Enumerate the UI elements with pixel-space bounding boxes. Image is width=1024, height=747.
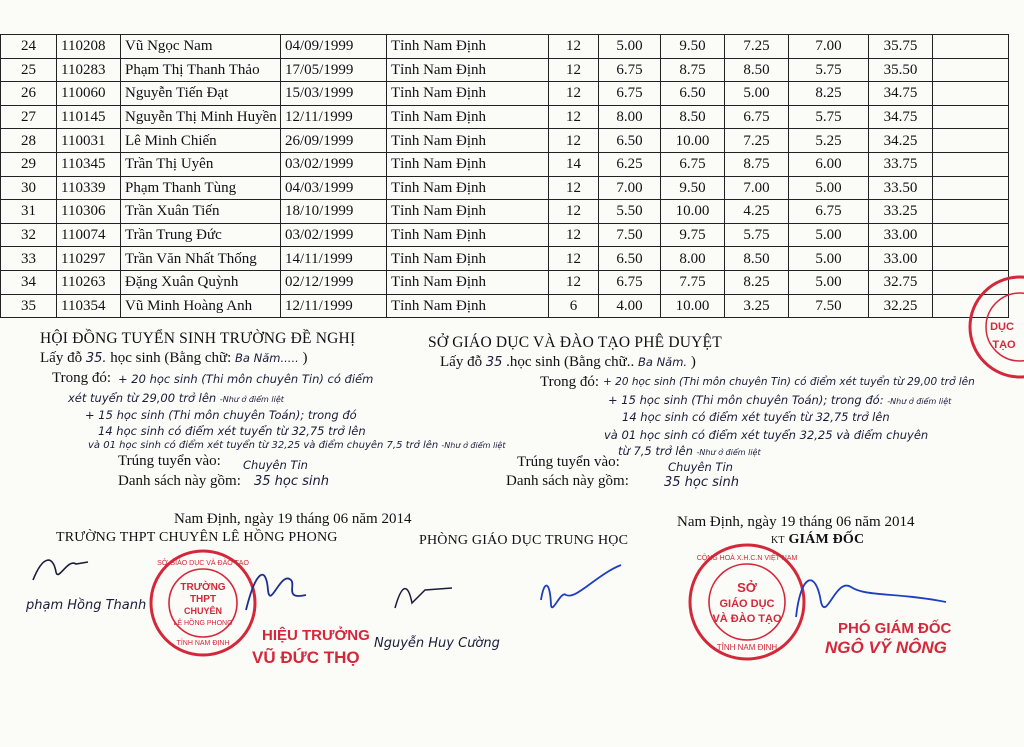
- left-hand-line-5-text: và 01 học sinh có điểm xét tuyển từ 32,25 và điểm chuyên 7,5 trở lên: [88, 440, 439, 451]
- cell-grade: 12: [549, 247, 599, 271]
- cell-birth-date: 12/11/1999: [281, 105, 387, 129]
- right-block-heading: SỞ GIÁO DỤC VÀ ĐÀO TẠO PHÊ DUYỆT: [428, 334, 722, 351]
- cell-candidate-id: 110345: [57, 152, 121, 176]
- cell-candidate-id: 110339: [57, 176, 121, 200]
- cell-score-3: 5.00: [725, 82, 789, 106]
- cell-birth-place: Tỉnh Nam Định: [387, 294, 549, 318]
- right-hand-line-2-text: + 15 học sinh (Thi môn chuyên Toán); trong đó:: [608, 393, 884, 407]
- cell-score-3: 8.50: [725, 58, 789, 82]
- cell-total-score: 32.75: [869, 270, 933, 294]
- svg-text:GIÁO DỤC: GIÁO DỤC: [719, 598, 775, 610]
- cell-score-3: 7.00: [725, 176, 789, 200]
- cell-grade: 12: [549, 270, 599, 294]
- cell-birth-date: 04/09/1999: [281, 35, 387, 59]
- cell-stt: 24: [1, 35, 57, 59]
- right-lay-do-mid: .học sinh (Bằng chữ..: [506, 354, 635, 370]
- left-trung-tuyen-value: Chuyên Tin: [243, 458, 308, 472]
- left-hand-line-5-note: -Như ở điểm liệt: [441, 441, 506, 450]
- cell-total-score: 35.50: [869, 58, 933, 82]
- deputy-title: PHÓ GIÁM ĐỐC: [838, 620, 952, 637]
- cell-note: [933, 176, 1009, 200]
- left-hand-line-2-text: xét tuyển từ 29,00 trở lên: [68, 391, 217, 405]
- left-block-heading: HỘI ĐỒNG TUYỂN SINH TRƯỜNG ĐỀ NGHỊ: [40, 330, 356, 347]
- cell-score-3: 3.25: [725, 294, 789, 318]
- table-row: [1, 82, 1009, 106]
- cell-score-2: 8.00: [661, 247, 725, 271]
- table-row: [1, 200, 1009, 224]
- cell-birth-place: Tỉnh Nam Định: [387, 223, 549, 247]
- cell-student-name: Vũ Ngọc Nam: [121, 35, 281, 59]
- cell-score-2: 9.50: [661, 35, 725, 59]
- cell-stt: 35: [1, 294, 57, 318]
- cell-score-1: 5.00: [599, 35, 661, 59]
- cell-score-1: 6.75: [599, 82, 661, 106]
- left-lay-do-prefix: Lấy đỗ: [40, 350, 83, 366]
- right-lay-do-prefix: Lấy đỗ: [440, 354, 483, 370]
- table-row: [1, 35, 1009, 59]
- left-lay-do-count: 35.: [85, 351, 107, 366]
- date-right: Nam Định, ngày 19 tháng 06 năm 2014: [677, 514, 915, 530]
- cell-total-score: 33.50: [869, 176, 933, 200]
- svg-text:TRƯỜNG: TRƯỜNG: [180, 582, 226, 593]
- director-title: GIÁM ĐỐC: [788, 532, 865, 547]
- cell-note: [933, 223, 1009, 247]
- cell-stt: 33: [1, 247, 57, 271]
- cell-birth-date: 04/03/1999: [281, 176, 387, 200]
- cell-birth-place: Tỉnh Nam Định: [387, 247, 549, 271]
- cell-score-2: 8.75: [661, 58, 725, 82]
- cell-score-3: 6.75: [725, 105, 789, 129]
- cell-student-name: Đặng Xuân Quỳnh: [121, 270, 281, 294]
- cell-birth-place: Tỉnh Nam Định: [387, 129, 549, 153]
- dept-signature-mark: [390, 578, 460, 618]
- table-row: [1, 129, 1009, 153]
- cell-grade: 12: [549, 176, 599, 200]
- cell-note: [933, 152, 1009, 176]
- cell-student-name: Nguyễn Tiến Đạt: [121, 82, 281, 106]
- dept-signer-handwritten: Nguyễn Huy Cường: [374, 636, 500, 651]
- cell-note: [933, 247, 1009, 271]
- cell-total-score: 33.00: [869, 223, 933, 247]
- deputy-name: NGÔ VỸ NÔNG: [825, 638, 947, 657]
- cell-total-score: 33.75: [869, 152, 933, 176]
- cell-score-4: 7.00: [789, 35, 869, 59]
- left-signature-mark: [28, 550, 98, 590]
- dept-blue-signature: [536, 560, 626, 620]
- school-title: TRƯỜNG THPT CHUYÊN LÊ HỒNG PHONG: [56, 530, 338, 545]
- cell-total-score: 33.00: [869, 247, 933, 271]
- cell-student-name: Trần Văn Nhất Thống: [121, 247, 281, 271]
- left-danh-sach-value: 35 học sinh: [254, 474, 330, 489]
- cell-note: [933, 35, 1009, 59]
- table-row: [1, 270, 1009, 294]
- cell-grade: 14: [549, 152, 599, 176]
- cell-score-2: 9.75: [661, 223, 725, 247]
- cell-birth-date: 03/02/1999: [281, 152, 387, 176]
- table-row: [1, 223, 1009, 247]
- right-hand-line-2: [608, 393, 951, 407]
- cell-birth-date: 26/09/1999: [281, 129, 387, 153]
- left-hand-line-5: [88, 440, 505, 451]
- principal-signature: [236, 560, 316, 620]
- left-lay-do-words: Ba Năm.....: [235, 351, 299, 365]
- results-table: [0, 34, 1009, 318]
- cell-score-3: 7.25: [725, 129, 789, 153]
- cell-score-4: 6.00: [789, 152, 869, 176]
- left-signer-handwritten: phạm Hồng Thanh: [26, 598, 147, 613]
- cell-score-3: 4.25: [725, 200, 789, 224]
- right-lay-do-line: [440, 354, 696, 371]
- cell-total-score: 34.75: [869, 82, 933, 106]
- cell-birth-date: 03/02/1999: [281, 223, 387, 247]
- right-hand-line-4: và 01 học sinh có điểm xét tuyển 32,25 và điểm chuyên: [604, 428, 929, 442]
- right-lay-do-words: Ba Năm.: [637, 355, 688, 369]
- cell-stt: 29: [1, 152, 57, 176]
- right-trung-tuyen-value: Chuyên Tin: [668, 460, 733, 474]
- cell-score-2: 9.50: [661, 176, 725, 200]
- left-hand-line-3: + 15 học sinh (Thi môn chuyên Toán); trong đó: [85, 408, 357, 422]
- cell-score-4: 6.75: [789, 200, 869, 224]
- cell-candidate-id: 110283: [57, 58, 121, 82]
- edge-stamp: [958, 272, 1024, 382]
- svg-text:SỞ: SỞ: [737, 580, 757, 595]
- cell-candidate-id: 110208: [57, 35, 121, 59]
- cell-total-score: 32.25: [869, 294, 933, 318]
- cell-score-3: 7.25: [725, 35, 789, 59]
- cell-birth-date: 15/03/1999: [281, 82, 387, 106]
- left-trung-tuyen-label: Trúng tuyển vào:: [118, 453, 221, 469]
- svg-text:TỈNH NAM ĐỊNH: TỈNH NAM ĐỊNH: [176, 640, 230, 647]
- cell-birth-date: 18/10/1999: [281, 200, 387, 224]
- cell-birth-place: Tỉnh Nam Định: [387, 152, 549, 176]
- cell-score-2: 10.00: [661, 200, 725, 224]
- cell-birth-place: Tỉnh Nam Định: [387, 35, 549, 59]
- cell-score-4: 8.25: [789, 82, 869, 106]
- left-lay-do-line: [40, 350, 308, 367]
- cell-score-1: 6.25: [599, 152, 661, 176]
- cell-student-name: Trần Thị Uyên: [121, 152, 281, 176]
- dept-title: PHÒNG GIÁO DỤC TRUNG HỌC: [419, 533, 629, 548]
- left-hand-line-2: [68, 391, 284, 405]
- cell-note: [933, 200, 1009, 224]
- cell-score-4: 5.75: [789, 58, 869, 82]
- cell-candidate-id: 110074: [57, 223, 121, 247]
- cell-birth-place: Tỉnh Nam Định: [387, 82, 549, 106]
- right-lay-do-suffix: ): [690, 354, 696, 370]
- cell-score-2: 10.00: [661, 294, 725, 318]
- cell-score-1: 7.50: [599, 223, 661, 247]
- cell-grade: 12: [549, 105, 599, 129]
- right-danh-sach-value: 35 học sinh: [664, 475, 740, 490]
- svg-text:THPT: THPT: [189, 594, 217, 605]
- right-danh-sach-label: Danh sách này gồm:: [506, 473, 629, 489]
- cell-grade: 6: [549, 294, 599, 318]
- cell-stt: 34: [1, 270, 57, 294]
- cell-grade: 12: [549, 82, 599, 106]
- cell-candidate-id: 110306: [57, 200, 121, 224]
- cell-birth-place: Tỉnh Nam Định: [387, 105, 549, 129]
- cell-score-2: 8.50: [661, 105, 725, 129]
- cell-score-3: 8.50: [725, 247, 789, 271]
- table-row: [1, 105, 1009, 129]
- cell-score-3: 8.25: [725, 270, 789, 294]
- svg-text:DỤC: DỤC: [990, 321, 1014, 333]
- right-hand-line-5: [618, 444, 761, 458]
- cell-score-1: 8.00: [599, 105, 661, 129]
- principal-title: HIỆU TRƯỞNG: [262, 627, 370, 644]
- cell-score-1: 4.00: [599, 294, 661, 318]
- svg-text:VÀ ĐÀO TẠO: VÀ ĐÀO TẠO: [712, 613, 782, 625]
- cell-birth-place: Tỉnh Nam Định: [387, 176, 549, 200]
- svg-text:TẠO: TẠO: [992, 339, 1016, 351]
- table-row: [1, 247, 1009, 271]
- svg-text:SỞ GIÁO DỤC VÀ ĐÀO TẠO: SỞ GIÁO DỤC VÀ ĐÀO TẠO: [157, 560, 249, 567]
- cell-score-4: 5.25: [789, 129, 869, 153]
- cell-stt: 31: [1, 200, 57, 224]
- table-row: [1, 294, 1009, 318]
- cell-grade: 12: [549, 35, 599, 59]
- cell-score-1: 6.75: [599, 58, 661, 82]
- cell-student-name: Trần Xuân Tiến: [121, 200, 281, 224]
- cell-total-score: 34.25: [869, 129, 933, 153]
- cell-grade: 12: [549, 200, 599, 224]
- cell-birth-place: Tỉnh Nam Định: [387, 58, 549, 82]
- left-hand-line-1: + 20 học sinh (Thi môn chuyên Tin) có điểm: [118, 372, 374, 386]
- date-left: Nam Định, ngày 19 tháng 06 năm 2014: [174, 511, 412, 527]
- cell-grade: 12: [549, 129, 599, 153]
- cell-score-4: 5.00: [789, 270, 869, 294]
- svg-text:TỈNH NAM ĐỊNH: TỈNH NAM ĐỊNH: [716, 643, 778, 652]
- table-row: [1, 176, 1009, 200]
- svg-text:LÊ HỒNG PHONG: LÊ HỒNG PHONG: [173, 620, 233, 627]
- cell-score-3: 5.75: [725, 223, 789, 247]
- cell-note: [933, 129, 1009, 153]
- right-lay-do-count: 35: [485, 355, 503, 370]
- cell-score-1: 5.50: [599, 200, 661, 224]
- cell-score-1: 6.50: [599, 129, 661, 153]
- left-lay-do-suffix: ): [302, 350, 308, 366]
- cell-score-4: 5.75: [789, 105, 869, 129]
- cell-note: [933, 105, 1009, 129]
- cell-note: [933, 58, 1009, 82]
- principal-name: VŨ ĐỨC THỌ: [252, 648, 360, 667]
- cell-score-2: 6.50: [661, 82, 725, 106]
- table-row: [1, 152, 1009, 176]
- cell-score-4: 5.00: [789, 176, 869, 200]
- cell-birth-place: Tỉnh Nam Định: [387, 270, 549, 294]
- results-table-body: [1, 35, 1009, 318]
- right-hand-line-3: 14 học sinh có điểm xét tuyển từ 32,75 trở lên: [622, 410, 890, 424]
- cell-stt: 25: [1, 58, 57, 82]
- cell-student-name: Phạm Thị Thanh Thảo: [121, 58, 281, 82]
- cell-candidate-id: 110145: [57, 105, 121, 129]
- cell-birth-date: 17/05/1999: [281, 58, 387, 82]
- cell-student-name: Phạm Thanh Tùng: [121, 176, 281, 200]
- cell-score-1: 7.00: [599, 176, 661, 200]
- cell-score-1: 6.75: [599, 270, 661, 294]
- right-hand-line-5-note: -Như ở điểm liệt: [696, 448, 761, 457]
- cell-total-score: 34.75: [869, 105, 933, 129]
- cell-score-2: 6.75: [661, 152, 725, 176]
- cell-stt: 30: [1, 176, 57, 200]
- right-trong-do-label: Trong đó:: [540, 374, 600, 390]
- cell-student-name: Vũ Minh Hoàng Anh: [121, 294, 281, 318]
- cell-stt: 26: [1, 82, 57, 106]
- cell-score-3: 8.75: [725, 152, 789, 176]
- cell-score-2: 7.75: [661, 270, 725, 294]
- cell-stt: 28: [1, 129, 57, 153]
- left-hand-line-2-note: -Như ở điểm liệt: [219, 395, 284, 404]
- left-lay-do-mid: học sinh (Bằng chữ:: [110, 350, 232, 366]
- cell-note: [933, 82, 1009, 106]
- cell-score-4: 7.50: [789, 294, 869, 318]
- left-hand-line-4: 14 học sinh có điểm xét tuyển từ 32,75 trở lên: [98, 424, 366, 438]
- cell-candidate-id: 110297: [57, 247, 121, 271]
- left-trong-do-label: Trong đó:: [52, 370, 112, 386]
- cell-birth-date: 14/11/1999: [281, 247, 387, 271]
- cell-score-2: 10.00: [661, 129, 725, 153]
- right-trung-tuyen-label: Trúng tuyển vào:: [517, 454, 620, 470]
- cell-score-1: 6.50: [599, 247, 661, 271]
- cell-student-name: Lê Minh Chiến: [121, 129, 281, 153]
- svg-text:CHUYÊN: CHUYÊN: [183, 606, 223, 616]
- cell-grade: 12: [549, 223, 599, 247]
- cell-student-name: Nguyễn Thị Minh Huyền: [121, 105, 281, 129]
- cell-score-4: 5.00: [789, 247, 869, 271]
- cell-candidate-id: 110354: [57, 294, 121, 318]
- cell-student-name: Trần Trung Đức: [121, 223, 281, 247]
- cell-birth-date: 12/11/1999: [281, 294, 387, 318]
- table-row: [1, 58, 1009, 82]
- cell-candidate-id: 110060: [57, 82, 121, 106]
- left-danh-sach-label: Danh sách này gồm:: [118, 473, 241, 489]
- cell-birth-place: Tỉnh Nam Định: [387, 200, 549, 224]
- cell-stt: 32: [1, 223, 57, 247]
- right-hand-line-5-text: từ 7,5 trở lên: [618, 444, 693, 458]
- director-prefix: KT: [771, 535, 785, 546]
- right-hand-line-2-note: -Như ở điểm liệt: [887, 397, 952, 406]
- cell-total-score: 35.75: [869, 35, 933, 59]
- cell-candidate-id: 110263: [57, 270, 121, 294]
- cell-stt: 27: [1, 105, 57, 129]
- cell-birth-date: 02/12/1999: [281, 270, 387, 294]
- cell-score-4: 5.00: [789, 223, 869, 247]
- cell-candidate-id: 110031: [57, 129, 121, 153]
- svg-text:CỘNG HOÀ X.H.C.N VIỆT NAM: CỘNG HOÀ X.H.C.N VIỆT NAM: [696, 555, 798, 562]
- cell-total-score: 33.25: [869, 200, 933, 224]
- right-hand-line-1: + 20 học sinh (Thi môn chuyên Tin) có điểm xét tuyển từ 29,00 trở lên: [603, 376, 975, 388]
- cell-grade: 12: [549, 58, 599, 82]
